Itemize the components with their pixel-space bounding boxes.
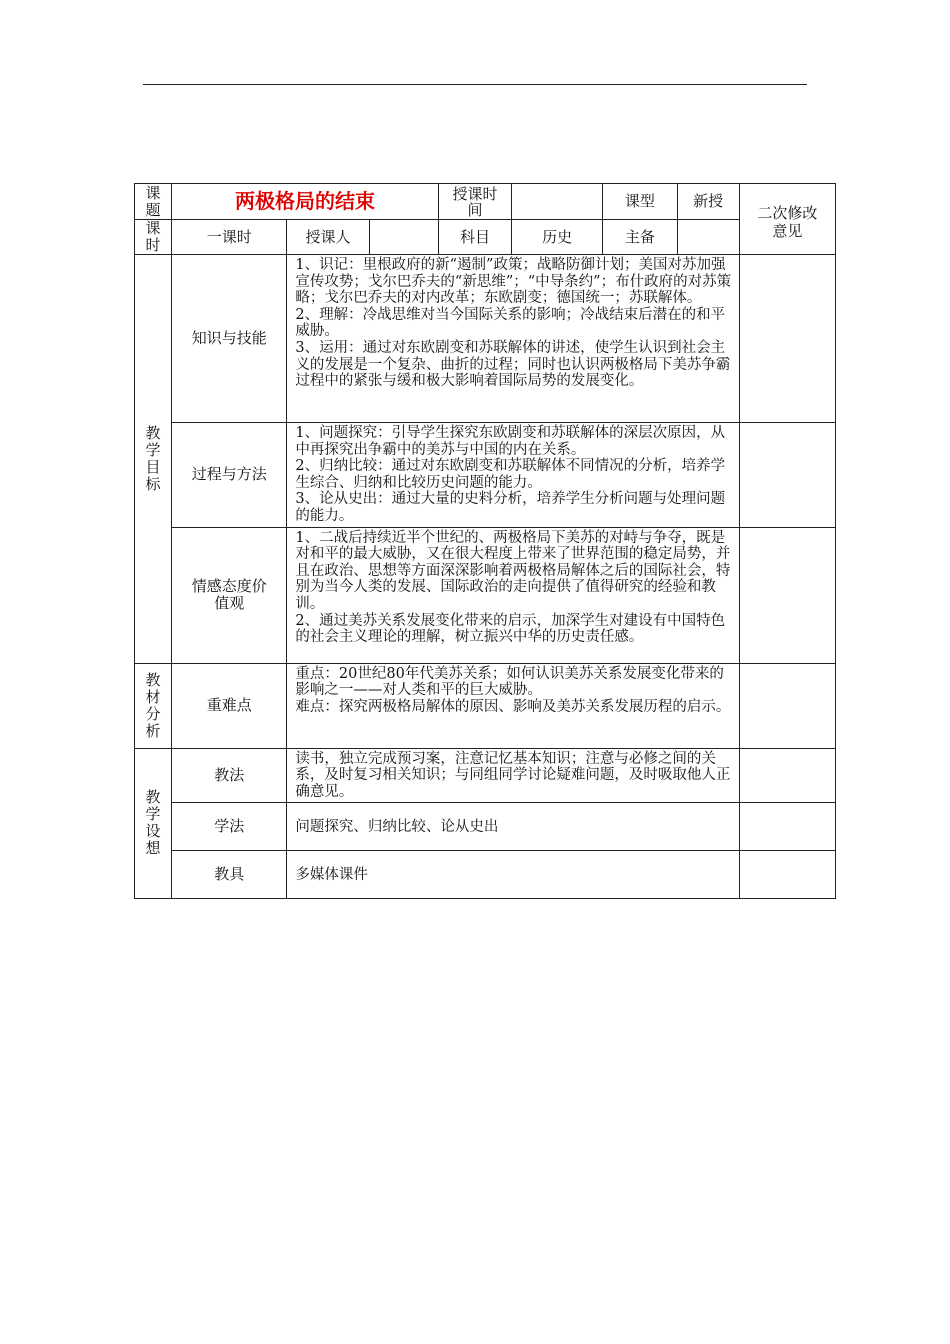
study-text: 问题探究、归纳比较、论从史出 bbox=[295, 818, 499, 835]
objectives-group-label: 教学目标 bbox=[135, 255, 172, 664]
design-group-label: 教学设想 bbox=[135, 748, 172, 899]
method-label: 教法 bbox=[172, 748, 287, 803]
key-line: 重点：20世纪80年代美苏关系；如何认识美苏关系发展变化带来的影响之一——对人类和平的巨大威胁。 bbox=[295, 665, 724, 699]
type-value: 新授 bbox=[677, 184, 739, 220]
emotion-content bbox=[287, 527, 739, 663]
teacher-label: 授课人 bbox=[287, 220, 369, 255]
knowledge-content bbox=[287, 255, 739, 423]
emotion-line: 1、二战后持续近半个世纪的、两极格局下美苏的对峙与争夺，既是对和平的最大威胁，又在很大程度上带来了世界范围的稳定局势，并且在政治、思想等方面深深影响着两极格局解体之后的国际社会，特别为当今人类的发展、国际政治的走向提供了值得研究的经验和教训。 bbox=[295, 529, 731, 612]
hours-value: 一课时 bbox=[172, 220, 287, 255]
knowledge-line: 2、理解：冷战思维对当今国际关系的影响；冷战结束后潜在的和平威胁。 bbox=[295, 306, 726, 340]
tools-label: 教具 bbox=[172, 851, 287, 899]
process-line: 3、论从史出：通过大量的史料分析，培养学生分析问题与处理问题的能力。 bbox=[295, 491, 726, 524]
lesson-plan-table bbox=[134, 183, 836, 899]
revise-cell bbox=[739, 255, 835, 423]
study-content bbox=[287, 803, 739, 851]
subject-label: 科目 bbox=[438, 220, 511, 255]
tools-content bbox=[287, 851, 739, 899]
knowledge-label: 知识与技能 bbox=[172, 255, 287, 423]
revise-cell bbox=[739, 663, 835, 748]
time-label: 授课时间 bbox=[438, 184, 511, 220]
knowledge-line: 3、运用：通过对东欧剧变和苏联解体的讲述，使学生认识到社会主义的发展是一个复杂、曲折的过程；同时也认识两极格局下美苏争霸过程中的紧张与缓和极大影响着国际局势的发展变化。 bbox=[295, 339, 731, 390]
key-content bbox=[287, 663, 739, 748]
subject-value: 历史 bbox=[512, 220, 603, 255]
revise-cell bbox=[739, 527, 835, 663]
process-line: 2、归纳比较：通过对东欧剧变和苏联解体不同情况的分析，培养学生综合、归纳和比较历史问题的能力。 bbox=[295, 458, 726, 491]
revise-label-text: 二次修改意见 bbox=[757, 204, 818, 240]
emotion-label-text: 情感态度价值观 bbox=[191, 577, 267, 613]
prep-label: 主备 bbox=[603, 220, 677, 255]
tools-text: 多媒体课件 bbox=[295, 866, 368, 883]
process-label: 过程与方法 bbox=[172, 423, 287, 528]
lesson-title: 两极格局的结束 bbox=[172, 184, 439, 220]
method-content bbox=[287, 748, 739, 803]
process-line: 1、问题探究：引导学生探究东欧剧变和苏联解体的深层次原因，从中再探究出争霸中的美苏与中国的内在关系。 bbox=[295, 425, 726, 458]
study-label: 学法 bbox=[172, 803, 287, 851]
revise-cell bbox=[739, 851, 835, 899]
key-line: 难点：探究两极格局解体的原因、影响及美苏关系发展历程的启示。 bbox=[295, 698, 731, 715]
revise-cell bbox=[739, 803, 835, 851]
analysis-group-label: 教材分析 bbox=[135, 663, 172, 748]
revise-label bbox=[739, 184, 835, 255]
knowledge-line: 1、识记：里根政府的新“遏制”政策；战略防御计划；美国对苏加强宣传攻势；戈尔巴乔夫的“新思维”；“中导条约”；布什政府的对苏策略；戈尔巴乔夫的对内改革；东欧剧变；德国统一；苏联解体。 bbox=[295, 257, 732, 307]
prep-value bbox=[677, 220, 739, 255]
key-label: 重难点 bbox=[172, 663, 287, 748]
time-value bbox=[512, 184, 603, 220]
revise-cell bbox=[739, 748, 835, 803]
hours-label: 课时 bbox=[135, 220, 172, 255]
revise-cell bbox=[739, 423, 835, 528]
type-label: 课型 bbox=[603, 184, 677, 220]
emotion-line: 2、通过美苏关系发展变化带来的启示，加深学生对建设有中国特色的社会主义理论的理解，树立振兴中华的历史责任感。 bbox=[295, 612, 726, 646]
process-content bbox=[287, 423, 739, 528]
topic-label: 课题 bbox=[135, 184, 172, 220]
method-text: 读书，独立完成预习案，注意记忆基本知识；注意与必修之间的关系，及时复习相关知识；与同组同学讨论疑难问题，及时吸取他人正确意见。 bbox=[295, 750, 731, 800]
emotion-label bbox=[172, 527, 287, 663]
top-rule bbox=[143, 84, 807, 85]
teacher-value bbox=[369, 220, 438, 255]
